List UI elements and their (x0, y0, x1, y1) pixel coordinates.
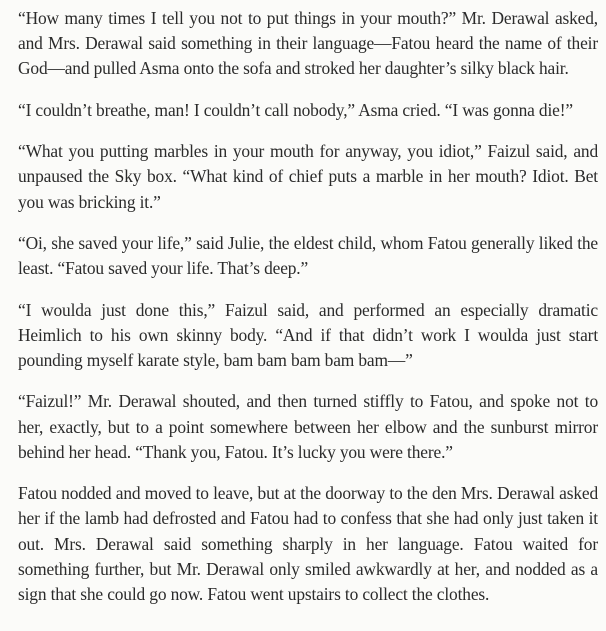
paragraph: “I woulda just done this,” Faizul said, and performed an especially dramatic Heimlich to his own skinny body. “And if that didn’t work I woulda just start pounding myself karate style, bam bam bam bam bam—” (18, 299, 598, 370)
paragraph: “What you putting marbles in your mouth for anyway, you idiot,” Faizul said, and unpaused the Sky box. “What kind of chief puts a marble in her mouth? Idiot. Bet you was bricking it.” (18, 141, 598, 212)
paragraph: Fatou nodded and moved to leave, but at the doorway to the den Mrs. Derawal asked her if the lamb had defrosted and Fatou had to confess that she had only just taken it out. Mrs. Derawal said something sharply in her language. Fatou waited for something further, but Mr. Derawal only smiled awkwardly at her, and nodded as a sign that she could go now. Fatou went upstairs to collect the clothes. (18, 483, 598, 604)
paragraph: “Oi, she saved your life,” said Julie, the eldest child, whom Fatou generally liked the least. “Fatou saved your life. That’s deep.” (18, 232, 598, 279)
paragraph: “How many times I tell you not to put things in your mouth?” Mr. Derawal asked, and Mrs. Derawal said something in their language—Fatou heard the name of their God—and pulled Asma onto the sofa and stroked her daughter’s silky black hair. (18, 8, 598, 79)
paragraph: “Faizul!” Mr. Derawal shouted, and then turned stiffly to Fatou, and spoke not to her, exactly, but to a point somewhere between her elbow and the sunburst mirror behind her head. “Thank you, Fatou. It’s lucky you were there.” (18, 391, 598, 462)
paragraph: “I couldn’t breathe, man! I couldn’t call nobody,” Asma cried. “I was gonna die!” (18, 99, 573, 120)
story-text (18, 6, 598, 607)
